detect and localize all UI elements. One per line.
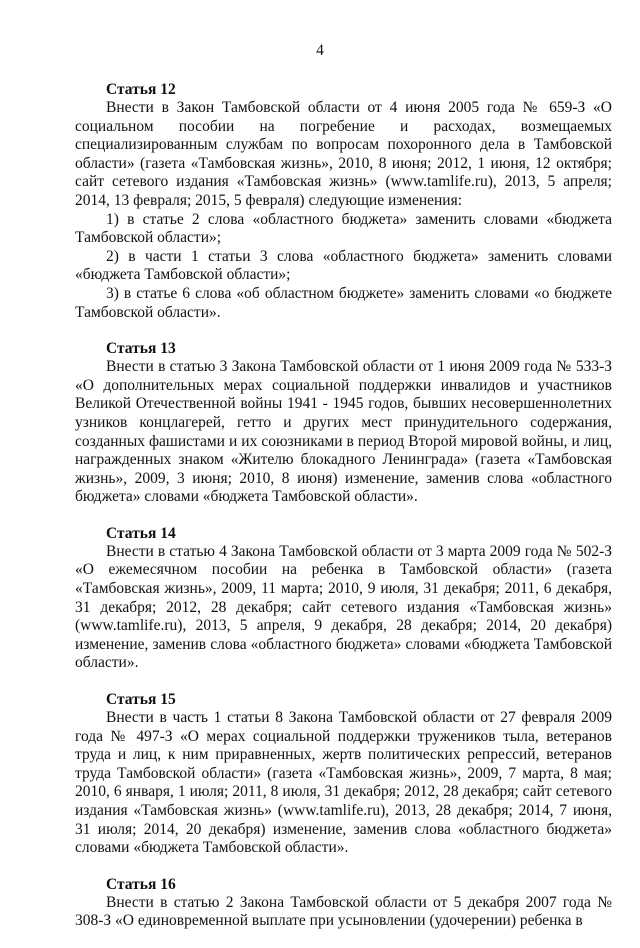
article-paragraph: Внести в статью 2 Закона Тамбовской области от 5 декабря 2007 года № 308-З «О единовременной выплате при усыновлении (удочерении) ребенка в <box>75 893 612 930</box>
article-paragraph: 2) в части 1 статьи 3 слова «областного бюджета» заменить словами «бюджета Тамбовской области»; <box>75 247 612 284</box>
article-title: Статья 16 <box>106 875 176 893</box>
document-body <box>75 80 612 948</box>
article <box>75 80 612 322</box>
article-paragraph: Внести в статью 3 Закона Тамбовской области от 1 июня 2009 года № 533-З «О дополнительных мерах социальной поддержки инвалидов и участников Великой Отечественной войны 1941 - 1945 годов, бывших несовершеннолетних узников концлагерей, гетто и других мест принудительного содержания, созданных фашистами и их союзниками в период Второй мировой войны, и лиц, награжденных знаком «Жителю блокадного Ленинграда» (газета «Тамбовская жизнь», 2009, 3 июня; 2010, 8 июня) изменение, заменив слова «областного бюджета» словами «бюджета Тамбовской области». <box>75 358 612 506</box>
article-paragraph: 3) в статье 6 слова «об областном бюджете» заменить словами «о бюджете Тамбовской области». <box>75 284 612 321</box>
article <box>75 690 612 858</box>
article-title: Статья 14 <box>106 524 176 542</box>
article-title: Статья 13 <box>106 340 176 358</box>
page-number: 4 <box>316 42 324 59</box>
article-title: Статья 12 <box>106 81 176 98</box>
article-title: Статья 15 <box>106 691 176 709</box>
article <box>75 524 612 673</box>
article <box>75 339 612 507</box>
article-paragraph: Внести в часть 1 статьи 8 Закона Тамбовской области от 27 февраля 2009 года № 497-З «О мерах социальной поддержки тружеников тыла, ветеранов труда и лиц, к ним приравненных, жертв политических репрессий, ветеранов труда Тамбовской области» (газета «Тамбовская жизнь», 2009, 7 марта, 8 мая; 2010, 6 января, 1 июля; 2011, 8 июля, 31 декабря; 2012, 28 декабря; сайт сетевого издания «Тамбовская жизнь» (www.tamlife.ru), 2013, 28 декабря; 2014, 7 июня, 31 июля; 2014, 20 декабря) изменение, заменив слова «областного бюджета» словами «бюджета Тамбовской области». <box>75 709 612 857</box>
article-paragraph: Внести в статью 4 Закона Тамбовской области от 3 марта 2009 года № 502-З «О ежемесячном пособии на ребенка в Тамбовской области» (газета «Тамбовская жизнь», 2009, 11 марта; 2010, 9 июля, 31 декабря; 2011, 6 декабря, 31 декабря; 2012, 28 декабря; сайт сетевого издания «Тамбовская жизнь» (www.tamlife.ru), 2013, 5 апреля, 9 декабря, 28 декабря; 2014, 20 декабря) изменение, заменив слова «областного бюджета» словами «бюджета Тамбовской области». <box>75 542 612 672</box>
article-paragraph: 1) в статье 2 слова «областного бюджета» заменить словами «бюджета Тамбовской области»; <box>75 210 612 247</box>
article-paragraph: Внести в Закон Тамбовской области от 4 июня 2005 года № 659-З «О социальном пособии на погребение и расходах, возмещаемых специализированным службам по вопросам похоронного дела в Тамбовской области» (газета «Тамбовская жизнь», 2010, 8 июня; 2012, 1 июня, 12 октября; сайт сетевого издания «Тамбовская жизнь» (www.tamlife.ru), 2013, 5 апреля; 2014, 13 февраля; 2015, 5 февраля) следующие изменения: <box>75 99 612 209</box>
article <box>75 875 612 931</box>
